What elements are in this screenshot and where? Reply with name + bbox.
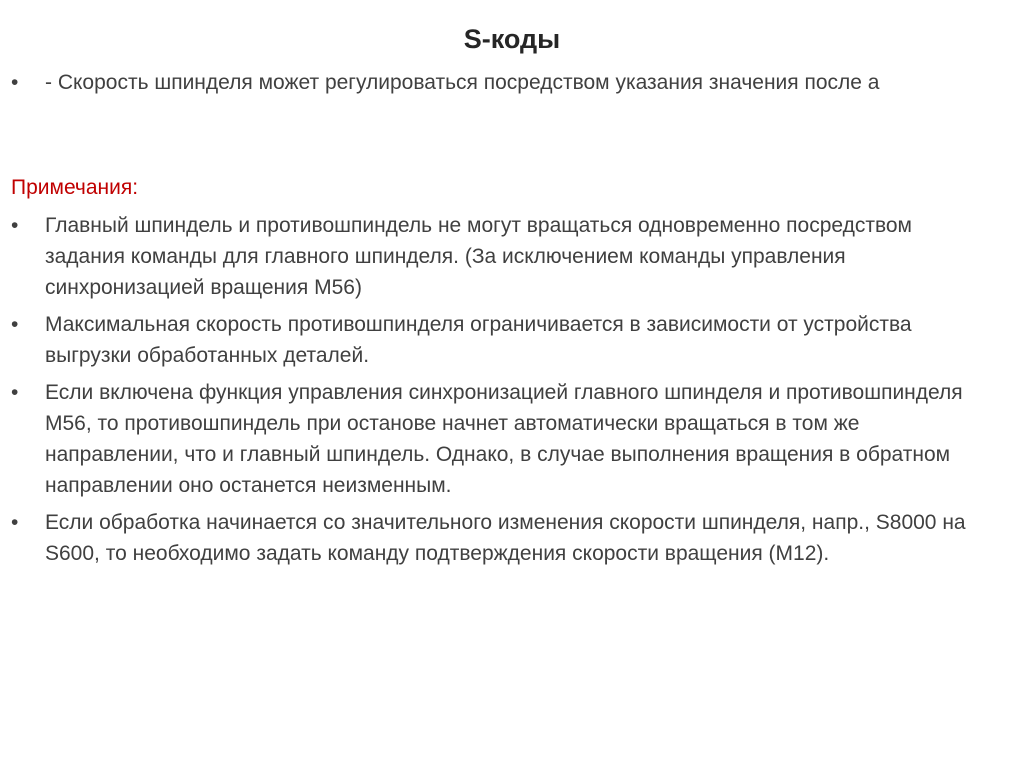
note-item	[11, 377, 991, 501]
note-text: Главный шпиндель и противошпиндель не могут вращаться одновременно посредством задания команды для главного шпинделя. (За исключением команды управления синхронизацией вращения M56)	[45, 214, 912, 299]
note-item	[11, 210, 991, 303]
bullet-icon: •	[11, 214, 19, 237]
notes-heading: Примечания:	[11, 176, 139, 199]
intro-text: - Скорость шпинделя может регулироваться посредством указания значения после а	[45, 71, 880, 94]
bullet-icon: •	[11, 313, 19, 336]
bullet-icon: •	[11, 71, 19, 94]
note-item	[11, 507, 991, 569]
slide-title: S-коды	[463, 24, 561, 54]
note-item	[11, 309, 991, 371]
notes-list	[11, 210, 991, 575]
note-text: Если включена функция управления синхронизацией главного шпинделя и противошпинделя M56, то противошпиндель при останове начнет автоматически вращаться в том же направлении, что и главный шпиндель. Однако, в случае выполнения вращения в обратном направлении оно останется неизменным.	[45, 381, 963, 497]
bullet-icon: •	[11, 381, 19, 404]
note-text: Если обработка начинается со значительного изменения скорости шпинделя, напр., S8000 на S600, то необходимо задать команду подтверждения скорости вращения (M12).	[45, 511, 966, 565]
bullet-icon: •	[11, 511, 19, 534]
note-text: Максимальная скорость противошпинделя ограничивается в зависимости от устройства выгрузки обработанных деталей.	[45, 313, 912, 367]
